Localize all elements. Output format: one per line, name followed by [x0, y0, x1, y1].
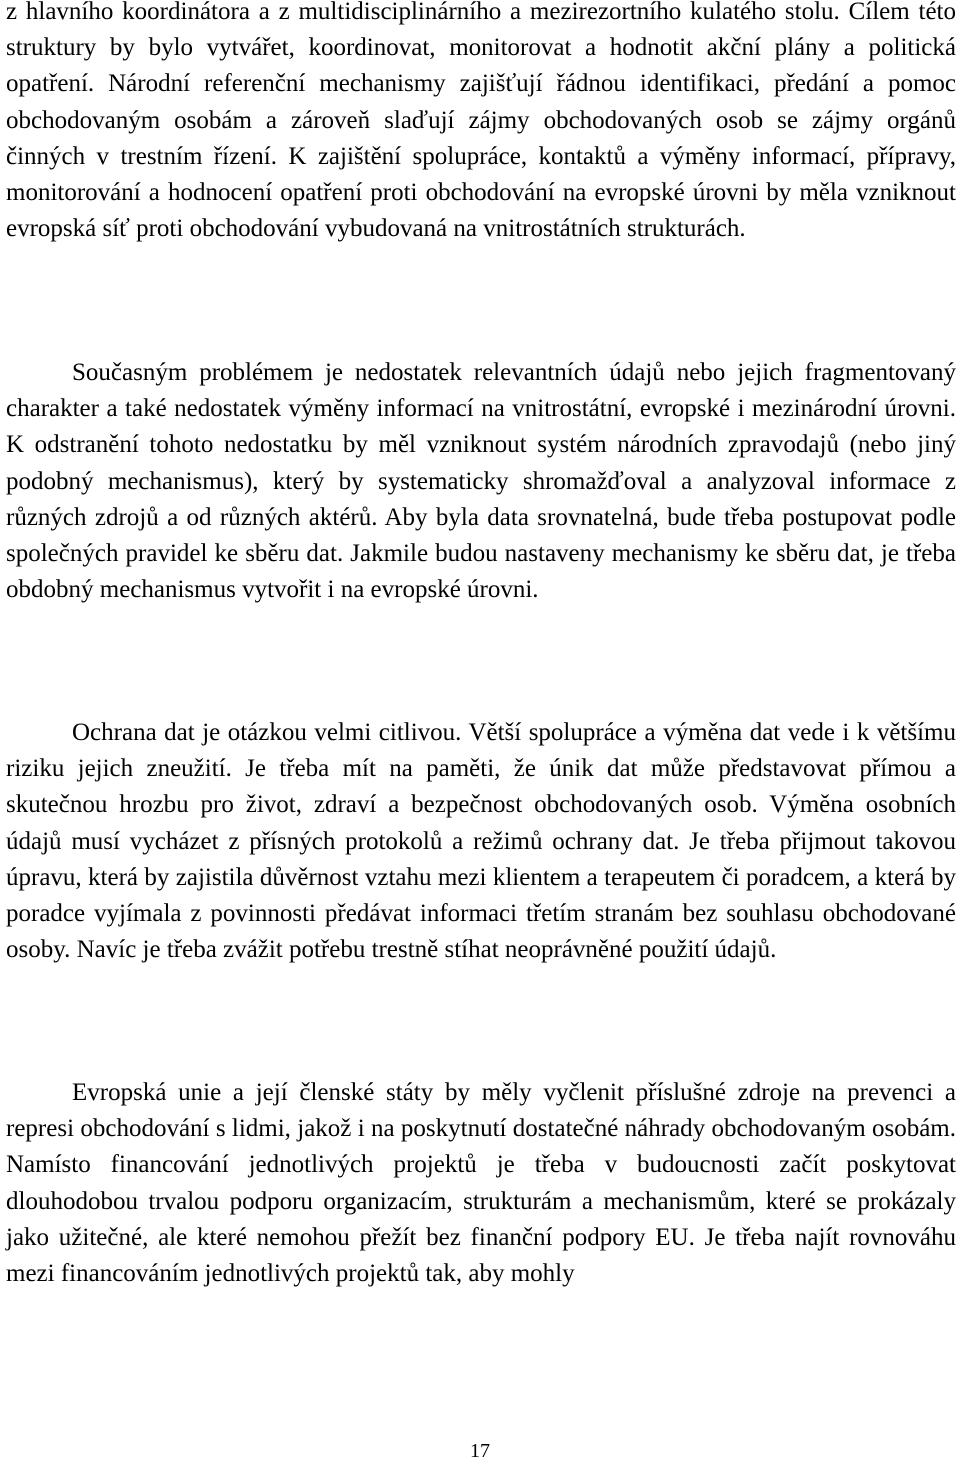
page-number: 17	[470, 1440, 490, 1462]
paragraph-1: z hlavního koordinátora a z multidisciplinárního a mezirezortního kulatého stolu. Cílem této struktury by bylo vytvářet, koordinovat, monitorovat a hodnotit akční plány a politická opatření. Národní referenční mechanismy zajišťují řádnou identifikaci, předání a pomoc obchodovaným osobám a zároveň slaďují zájmy obchodovaných osob se zájmy orgánů činných v trestním řízení. K zajištění spolupráce, kontaktů a výměny informací, přípravy, monitorování a hodnocení opatření proti obchodování na evropské úrovni by měla vzniknout evropská síť proti obchodování vybudovaná na vnitrostátních strukturách.	[6, 0, 956, 243]
paragraph-3: Ochrana dat je otázkou velmi citlivou. Větší spolupráce a výměna dat vede i k většímu riziku jejich zneužití. Je třeba mít na paměti, že únik dat může představovat přímou a skutečnou hrozbu pro život, zdraví a bezpečnost obchodovaných osob. Výměna osobních údajů musí vycházet z přísných protokolů a režimů ochrany dat. Je třeba přijmout takovou úpravu, která by zajistila důvěrnost vztahu mezi klientem a terapeutem či poradcem, a která by poradce vyjímala z povinnosti předávat informaci třetím stranám bez souhlasu obchodované osoby. Navíc je třeba zvážit potřebu trestně stíhat neoprávněné použití údajů.	[6, 719, 956, 964]
paragraph-2: Současným problémem je nedostatek relevantních údajů nebo jejich fragmentovaný charakter a také nedostatek výměny informací na vnitrostátní, evropské i mezinárodní úrovni. K odstranění tohoto nedostatku by měl vzniknout systém národních zpravodajů (nebo jiný podobný mechanismus), který by systematicky shromažďoval a analyzoval informace z různých zdrojů a od různých aktérů. Aby byla data srovnatelná, bude třeba postupovat podle společných pravidel ke sběru dat. Jakmile budou nastaveny mechanismy ke sběru dat, je třeba obdobný mechanismus vytvořit i na evropské úrovni.	[6, 359, 956, 604]
paragraph-4: Evropská unie a její členské státy by měly vyčlenit příslušné zdroje na prevenci a represi obchodování s lidmi, jakož i na poskytnutí dostatečné náhrady obchodovaným osobám. Namísto financování jednotlivých projektů je třeba v budoucnosti začít poskytovat dlouhodobou trvalou podporu organizacím, strukturám a mechanismům, které se prokázaly jako užitečné, ale které nemohou přežít bez finanční podpory EU. Je třeba najít rovnováhu mezi financováním jednotlivých projektů tak, aby mohly	[6, 1079, 956, 1288]
